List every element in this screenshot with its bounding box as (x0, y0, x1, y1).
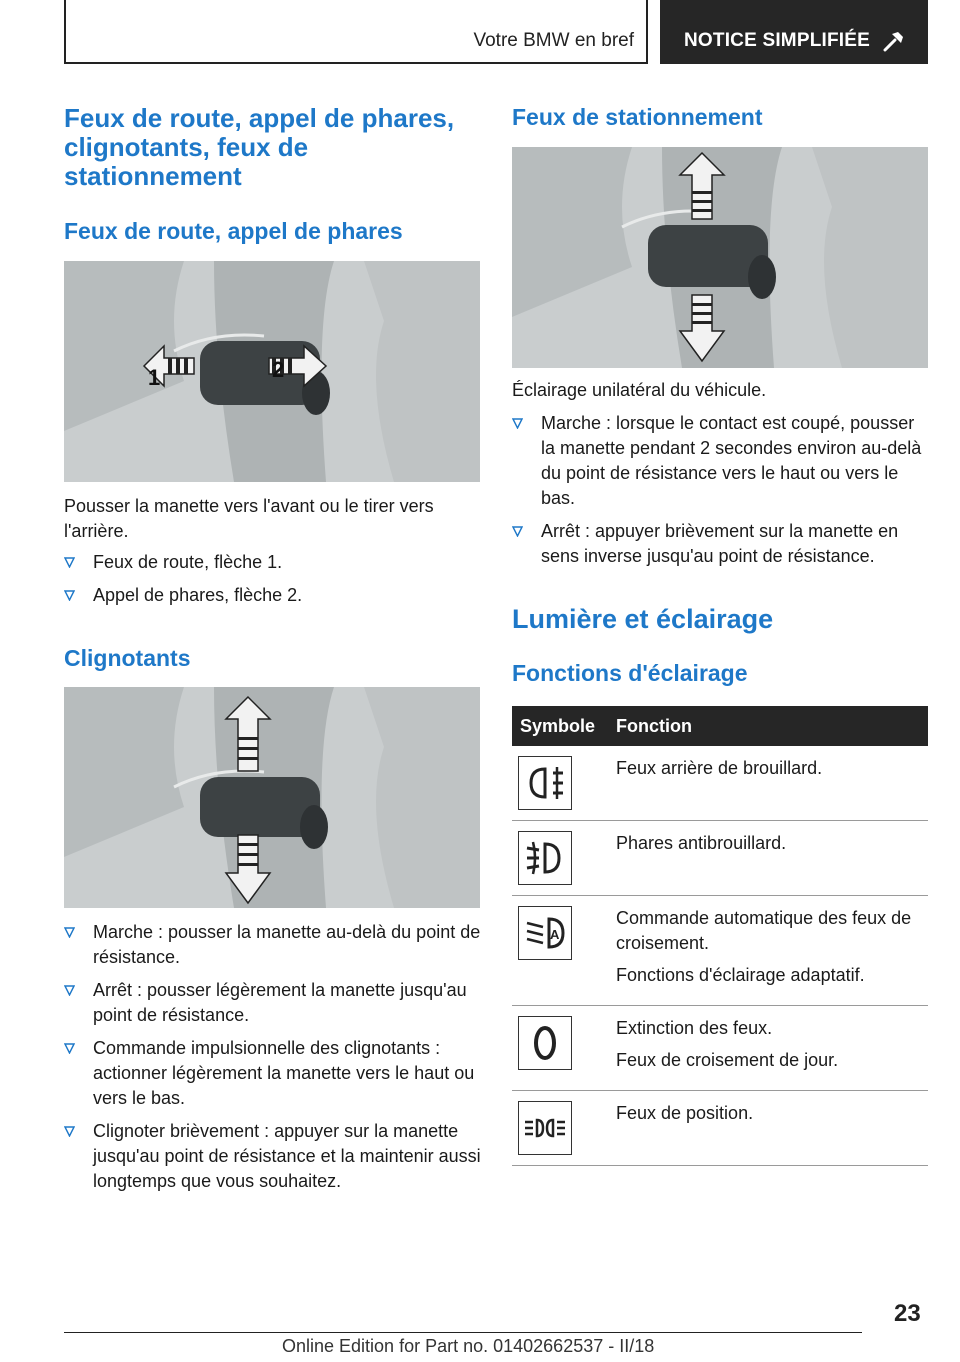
list-item (64, 583, 480, 608)
lighting-functions-table (512, 706, 928, 1166)
parking-stalk-photo (512, 147, 928, 368)
arrow-label-2: 2 (272, 357, 285, 382)
list-item-text: Arrêt : pousser légèrement la manette jusqu'au point de résistance. (93, 980, 467, 1025)
arrow-label-1: 1 (148, 365, 161, 390)
lights-off-zero-icon (518, 1016, 572, 1070)
list-item (64, 550, 480, 575)
triangle-bullet-icon (64, 1043, 75, 1054)
automatic-low-beam-icon (518, 906, 572, 960)
footer-divider (64, 1332, 862, 1333)
function-text: Feux de position. (616, 1103, 754, 1123)
lighting-subheading: Fonctions d'éclairage (512, 660, 748, 686)
list-item-text: Marche : pousser la manette au-delà du point de résistance. (93, 922, 481, 967)
parking-list (512, 411, 932, 577)
table-header-row (512, 706, 928, 746)
parking-heading: Feux de stationnement (512, 104, 763, 130)
list-item (64, 920, 484, 970)
parking-position-lights-icon (518, 1101, 572, 1155)
triangle-bullet-icon (64, 557, 75, 568)
triangle-bullet-icon (64, 590, 75, 601)
indicators-stalk-photo (64, 687, 480, 908)
page-title-line: clignotants, feux de (64, 132, 309, 162)
table-row (512, 746, 928, 821)
indicators-heading: Clignotants (64, 645, 191, 671)
list-item-text: Feux de route, flèche 1. (93, 552, 283, 572)
function-text: Commande automatique des feux de croisement. (616, 908, 912, 953)
page-title-line: Feux de route, appel de phares, (64, 103, 455, 133)
rear-fog-light-icon (518, 756, 572, 810)
edition-text: Online Edition for Part no. 01402662537 - II/18 (282, 1336, 655, 1356)
wrench-hammer-icon (882, 29, 906, 53)
lighting-heading: Lumière et éclairage (512, 604, 774, 634)
highbeam-list (64, 550, 480, 616)
triangle-bullet-icon (512, 526, 523, 537)
list-item (64, 1036, 484, 1111)
triangle-bullet-icon (64, 985, 75, 996)
list-item (512, 411, 932, 511)
table-row (512, 821, 928, 896)
function-text: Phares antibrouillard. (616, 833, 787, 853)
list-item (512, 519, 932, 569)
list-item (64, 978, 484, 1028)
function-text: Feux de croisement de jour. (616, 1050, 839, 1070)
table-header-symbol: Symbole (512, 706, 616, 746)
front-fog-light-icon (518, 831, 572, 885)
header-chapter-box (64, 0, 648, 64)
parking-description: Éclairage unilatéral du véhicule. (512, 380, 767, 400)
highbeam-stalk-photo (64, 261, 480, 482)
highbeam-heading: Feux de route, appel de phares (64, 218, 403, 244)
triangle-bullet-icon (512, 418, 523, 429)
triangle-bullet-icon (64, 927, 75, 938)
page-title-line: stationnement (64, 161, 242, 191)
function-text: Extinction des feux. (616, 1018, 773, 1038)
section-title: NOTICE SIMPLIFIÉE (684, 30, 871, 51)
page-number: 23 (894, 1300, 921, 1327)
header-section-box (660, 0, 928, 64)
list-item-text: Marche : lorsque le contact est coupé, pousser la manette pendant 2 secondes environ au-delà du point de résistance vers le haut ou vers le bas. (541, 413, 922, 508)
page-title (64, 104, 484, 191)
table-header-function: Fonction (616, 706, 928, 746)
list-item-text: Clignoter brièvement : appuyer sur la manette jusqu'au point de résistance et la maintenir aussi longtemps que vous souhaitez. (93, 1121, 481, 1191)
table-row (512, 1006, 928, 1091)
function-text: Feux arrière de brouillard. (616, 758, 823, 778)
chapter-title: Votre BMW en bref (473, 30, 634, 51)
triangle-bullet-icon (64, 1126, 75, 1137)
list-item-text: Arrêt : appuyer brièvement sur la manette en sens inverse jusqu'au point de résistance. (541, 521, 899, 566)
list-item-text: Commande impulsionnelle des clignotants : actionner légèrement la manette vers le haut ou vers le bas. (93, 1038, 475, 1108)
table-row (512, 896, 928, 1006)
list-item-text: Appel de phares, flèche 2. (93, 585, 303, 605)
list-item (64, 1119, 484, 1194)
indicators-list (64, 920, 484, 1202)
function-text: Fonctions d'éclairage adaptatif. (616, 965, 865, 985)
table-row (512, 1091, 928, 1166)
svg-text:A: A (550, 927, 560, 942)
highbeam-description: Pousser la manette vers l'avant ou le tirer vers l'arrière. (64, 496, 434, 541)
